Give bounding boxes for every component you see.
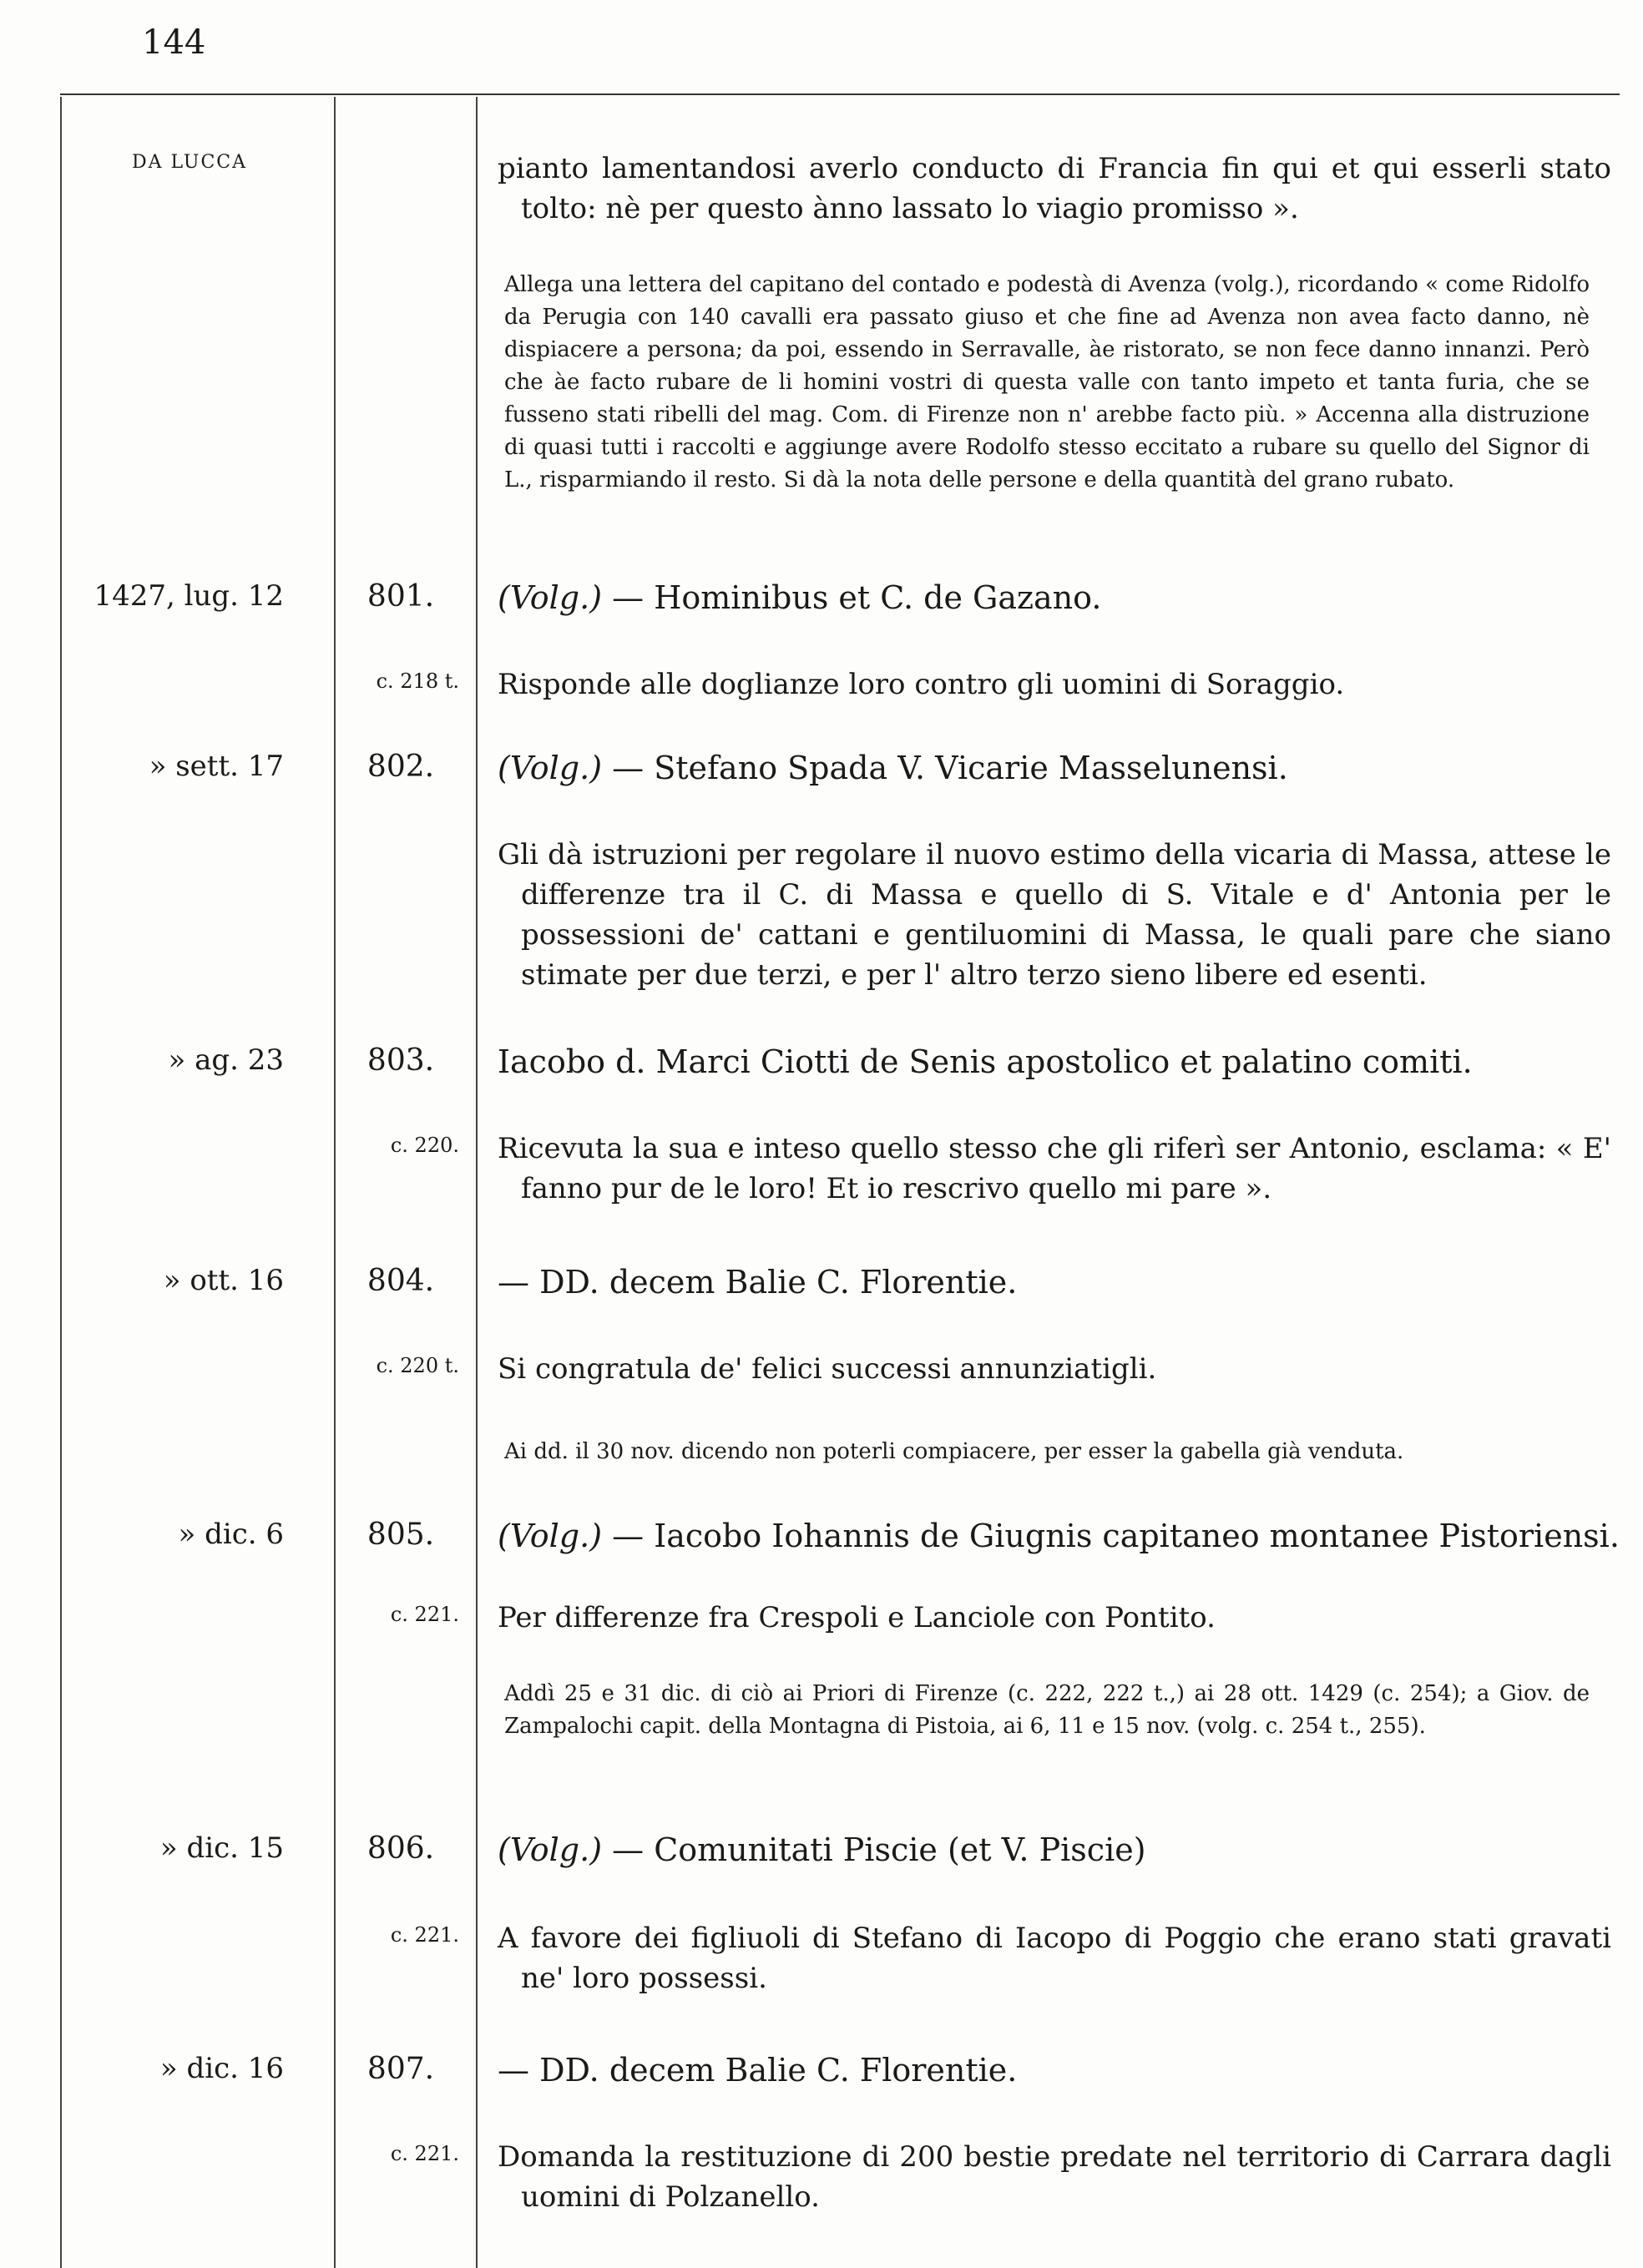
entry-803-text: Ricevuta la sua e inteso quello stesso che gli riferì ser Antonio, esclama: « E' fanno pur de le loro! Et io rescrivo quello mi pare ». (498, 1132, 1611, 1205)
entry-802-title: (Volg.) — Stefano Spada V. Vicarie Masselunensi. (498, 750, 1288, 786)
entry-807-ref: c. 221. (390, 2142, 459, 2165)
entry-806-title: (Volg.) — Comunitati Piscie (et V. Piscie) (498, 1831, 1146, 1868)
entry-801-title: (Volg.) — Hominibus et C. de Gazano. (498, 579, 1102, 616)
entry-806-date: » dic. 15 (159, 1831, 284, 1865)
entry-804-number: 804. (367, 1264, 435, 1298)
intro-note: Allega una lettera del capitano del contado e podestà di Avenza (volg.), ricordando « come Ridolfo da Perugia con 140 cavalli era passato giuso et che fine ad Avenza non avea facto danno, nè dispiacere a persona; da poi, essendo in Serravalle, àe ristorato, se non fece danno innanzi. Però che àe facto rubare de li homini vostri di questa valle con tanto impeto et tanta furia, che se fusseno stati ribelli del mag. Com. di Firenze non n' arebbe facto più. » Accenna alla distruzione di quasi tutti i raccolti e aggiunge avere Rodolfo stesso eccitato a rubare su quello del Signor di L., risparmiando il resto. Si dà la nota delle persone e della quantità del grano rubato. (504, 272, 1590, 492)
volg-label: (Volg.) (498, 1518, 603, 1554)
entry-806-number: 806. (367, 1831, 435, 1866)
entry-802-date: » sett. 17 (149, 750, 284, 783)
volg-label: (Volg.) (498, 750, 603, 786)
entry-801-text: Risponde alle doglianze loro contro gli uomini di Soraggio. (498, 668, 1345, 701)
entry-802-number: 802. (367, 750, 435, 784)
author-heading: DA LUCCA (132, 152, 248, 173)
left-margin-rule (60, 97, 62, 2268)
entry-803-ref: c. 220. (390, 1134, 459, 1157)
entry-806-ref: c. 221. (390, 1923, 459, 1947)
entry-804-ref: c. 220 t. (376, 1354, 459, 1377)
entry-805-ref: c. 221. (390, 1603, 459, 1626)
entry-803-number: 803. (367, 1043, 435, 1078)
entry-805-title: (Volg.) — Iacobo Iohannis de Giugnis capitaneo montanee Pistoriensi. (498, 1518, 1620, 1554)
entry-803-date: » ag. 23 (168, 1043, 284, 1077)
number-column-rule (476, 97, 478, 2268)
entry-801-ref: c. 218 t. (376, 669, 459, 693)
entry-805-text: Per differenze fra Crespoli e Lanciole con Pontito. (498, 1601, 1216, 1634)
intro-text: pianto lamentandosi averlo conducto di Francia fin qui et qui esserli stato tolto: nè per questo ànno lassato lo viagio promisso ». (498, 152, 1611, 225)
entry-801-date: 1427, lug. 12 (94, 579, 284, 613)
entry-801-number: 801. (367, 579, 435, 614)
entry-806-text: A favore dei figliuoli di Stefano di Iacopo di Poggio che erano stati gravati ne' loro possessi. (498, 1922, 1611, 1995)
entry-804-title: — DD. decem Balie C. Florentie. (498, 1264, 1018, 1301)
entry-807-text: Domanda la restituzione di 200 bestie predate nel territorio di Carrara dagli uomini di Polzanello. (498, 2140, 1611, 2214)
entry-805-date: » dic. 6 (178, 1518, 284, 1551)
entry-807-date: » dic. 16 (159, 2052, 284, 2085)
entry-804-text: Si congratula de' felici successi annunziatigli. (498, 1352, 1157, 1386)
entry-805-note: Addì 25 e 31 dic. di ciò ai Priori di Firenze (c. 222, 222 t.,) ai 28 ott. 1429 (c. 254); a Giov. de Zampalochi capit. della Montagna di Pistoia, ai 6, 11 e 15 nov. (volg. c. 254 t., 255). (504, 1681, 1590, 1739)
top-rule (60, 93, 1620, 95)
entry-802-text: Gli dà istruzioni per regolare il nuovo estimo della vicaria di Massa, attese le differenze tra il C. di Massa e quello di S. Vitale e d' Antonia per le possessioni de' cattani e gentiluomini di Massa, le quali pare che siano stimate per due terzi, e per l' altro terzo sieno libere ed esenti. (498, 838, 1611, 992)
entry-804-note: Ai dd. il 30 nov. dicendo non poterli compiacere, per esser la gabella già venduta. (504, 1439, 1404, 1464)
volg-label: (Volg.) (498, 1831, 603, 1868)
volg-label: (Volg.) (498, 579, 603, 616)
entry-807-number: 807. (367, 2052, 435, 2086)
entry-804-date: » ott. 16 (163, 1264, 284, 1297)
entry-807-title: — DD. decem Balie C. Florentie. (498, 2052, 1018, 2089)
entry-803-title: Iacobo d. Marci Ciotti de Senis apostolico et palatino comiti. (498, 1043, 1473, 1080)
entry-805-number: 805. (367, 1518, 435, 1552)
page-number: 144 (142, 23, 206, 62)
